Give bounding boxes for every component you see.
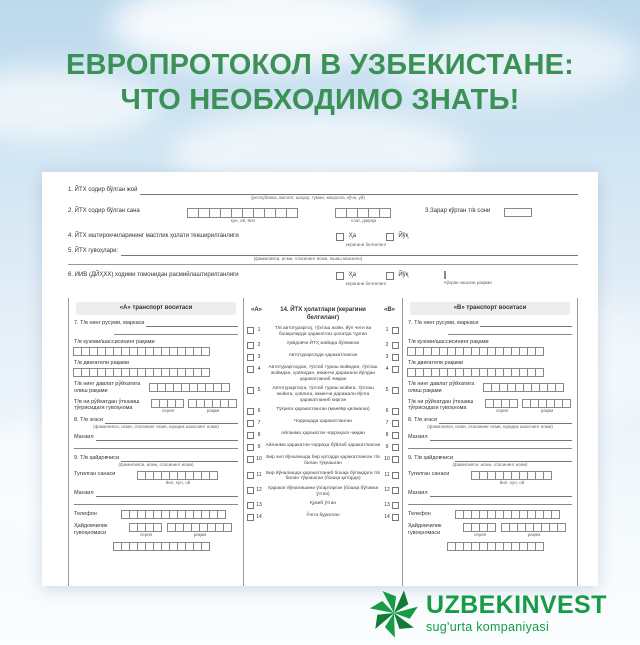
place-label: 1. ЙТХ содир бўлган жой (68, 187, 138, 193)
brand-tagline: sug'urta kompaniyasi (426, 619, 550, 634)
license-seriya-cells (464, 523, 496, 532)
situation-number-a: 12 (256, 486, 262, 493)
field-address2 (74, 490, 238, 505)
situation-row (247, 471, 399, 482)
digit-cell (535, 542, 544, 551)
address2-write-line2 (74, 499, 238, 505)
vehicle-b-column (402, 298, 578, 586)
situation-number-b: 11 (384, 471, 390, 478)
model-write-line2 (114, 329, 238, 335)
situation-number-a: 5 (257, 387, 261, 394)
address2-write-line (96, 490, 238, 497)
situation-number-b: 2 (385, 342, 389, 349)
body-number-cells (74, 347, 238, 356)
field-body-number (408, 339, 572, 356)
situation-checkbox-a (247, 354, 254, 361)
badge-number-box (444, 271, 446, 279)
address2-label: Манзил (74, 490, 94, 497)
field-driver (74, 455, 238, 468)
digit-cell (175, 399, 184, 408)
situation-number-a: 7 (257, 420, 261, 427)
situation-number-a: 14 (256, 514, 262, 521)
yes-label: Ҳа (348, 233, 357, 240)
extra-cells (448, 542, 572, 551)
digit-cell (221, 383, 230, 392)
extra-cells (114, 542, 238, 551)
situation-number-b: 7 (385, 420, 389, 427)
situation-number-b: 5 (385, 387, 389, 394)
situations-header-a: «А» (251, 307, 263, 313)
situation-row (247, 419, 399, 427)
field-address (408, 434, 572, 449)
situation-number-a: 11 (256, 471, 262, 478)
situation-checkbox-b (392, 444, 399, 451)
yes-checkbox (336, 272, 344, 280)
situation-row (247, 407, 399, 415)
situation-number-b: 12 (384, 486, 390, 493)
brand-name: UZBEKINVEST (426, 590, 607, 619)
address-write-line (430, 434, 572, 441)
yes-checkbox (336, 233, 344, 241)
situation-checkbox-a (247, 342, 254, 349)
address2-write-line2 (408, 499, 572, 505)
phone-label: Телефон (408, 511, 431, 518)
seriya-caption: серия (495, 407, 509, 413)
situations-header (247, 301, 399, 326)
address2-label: Манзил (408, 490, 428, 497)
situation-checkbox-a (247, 514, 254, 521)
situation-checkbox-a (247, 472, 254, 479)
engine-number-label: Т/в двигатели рақами (408, 359, 463, 366)
seriya-caption: серия (161, 407, 175, 413)
birth-date-label: Туғилган санаси (74, 471, 116, 478)
phone-label: Телефон (74, 511, 97, 518)
vehicle-a-header: «А» транспорт воситаси (76, 302, 236, 315)
situation-text: Ҳайдовчи ЙТҲ жойида бўлмаган (286, 341, 360, 347)
license-raqam-cells (168, 523, 232, 532)
license-label: Ҳайдовчилик гувоҳномаси (74, 523, 108, 536)
field-address (74, 434, 238, 449)
reg-cert-raqam-cells (523, 399, 571, 408)
vehicle-a-column (68, 298, 244, 586)
owner-write-line (439, 417, 572, 424)
form-row-registered (68, 272, 578, 287)
digit-cell (543, 471, 552, 480)
state-reg-cells (484, 383, 564, 392)
situation-checkbox-b (392, 366, 399, 373)
digit-cell (286, 208, 298, 218)
situation-row (247, 353, 399, 361)
situation-row (247, 341, 399, 349)
situation-text: Бир йўналишда ҳаракатланиб бошқа бўлакдаги т/в билан тўқнашган (бошқа қаторда) (266, 470, 380, 482)
yes-label: Ҳа (348, 272, 357, 279)
digit-cell (217, 510, 226, 519)
date-cells (188, 208, 298, 218)
situation-number-a: 10 (256, 456, 262, 463)
field-license (74, 523, 238, 538)
situation-checkbox-a (247, 408, 254, 415)
phone-cells (456, 510, 560, 519)
field-owner (408, 417, 572, 430)
field-model (408, 320, 572, 335)
uzbekinvest-logo-text (426, 590, 607, 634)
body-number-cells (408, 347, 572, 356)
situation-number-a: 6 (257, 408, 261, 415)
field-reg-cert (408, 399, 572, 414)
situation-checkbox-b (392, 514, 399, 521)
situation-checkbox-a (247, 487, 254, 494)
engine-number-cells (408, 368, 572, 377)
situation-checkbox-a (247, 502, 254, 509)
situation-row (247, 501, 399, 509)
reg-cert-seriya-cells (486, 399, 518, 408)
body-number-label: Т/в кузови/шассисининг рақами (74, 339, 155, 345)
situation-number-a: 2 (257, 342, 261, 349)
uzbekinvest-flower-icon (368, 587, 420, 639)
uzbekinvest-logo (368, 584, 630, 642)
field-engine-number (74, 360, 238, 377)
europrotocol-form (42, 172, 598, 586)
driver-label: 9. Т/в ҳайдовчиси (74, 454, 120, 461)
situation-row (247, 386, 399, 403)
reg-cert-seriya-cells (152, 399, 184, 408)
situation-text: Т/в автотураргоҳ, тўхташ жойи, йўл чети ва бошқаларда ҳаракатсиз ҳолатда турган (274, 326, 372, 337)
situation-row (247, 486, 399, 497)
no-checkbox (386, 233, 394, 241)
vehicle-a-fields (74, 320, 238, 551)
situation-checkbox-a (247, 432, 254, 439)
digit-cell (535, 368, 544, 377)
situation-number-b: 13 (384, 502, 390, 509)
digit-cell (228, 399, 237, 408)
field-state-reg (74, 381, 238, 395)
raqam-caption: рақам (193, 532, 207, 537)
situation-checkbox-b (392, 387, 399, 394)
address-label: Манзил (408, 433, 428, 440)
address-write-line (96, 434, 238, 441)
field-phone (408, 510, 572, 519)
situations-list (247, 326, 399, 521)
address-label: Манзил (74, 433, 94, 440)
situation-checkbox-a (247, 444, 254, 451)
engine-number-cells (74, 368, 238, 377)
digit-cell (557, 523, 566, 532)
situation-checkbox-b (392, 487, 399, 494)
witnesses-write-line (121, 249, 578, 256)
damaged-count-label: 3.Зарар кўрган т/в сони (425, 208, 491, 214)
situation-row (247, 365, 399, 382)
situation-number-b: 6 (385, 408, 389, 415)
situation-checkbox-b (392, 420, 399, 427)
field-extra-cells (408, 542, 572, 551)
driver-label: 9. Т/в ҳайдовчиси (408, 454, 454, 461)
digit-cell (201, 542, 210, 551)
witnesses-caption: (фамилияси, исми, отасининг исми, яшаш манзили) (253, 255, 363, 261)
time-caption: соат, дақиқа (350, 218, 377, 223)
situation-checkbox-a (247, 387, 254, 394)
time-cells (336, 208, 391, 218)
owner-write-line (105, 417, 238, 424)
field-owner (74, 417, 238, 430)
field-extra-cells (74, 542, 238, 551)
section-divider (68, 264, 578, 265)
situation-text: Айланма ҳаракатли чорраҳа бўйлаб ҳаракатланган (265, 443, 381, 449)
raqam-caption: рақам (527, 532, 541, 537)
situation-number-b: 14 (384, 514, 390, 521)
field-birth-date (74, 471, 238, 486)
situation-checkbox-b (392, 432, 399, 439)
digit-cell (201, 368, 210, 377)
vehicle-b-header: «В» транспорт воситаси (410, 302, 570, 315)
model-write-line (146, 320, 238, 327)
form-row-place (68, 187, 578, 200)
damaged-count-box (504, 208, 532, 217)
field-engine-number (408, 360, 572, 377)
place-write-line (140, 188, 578, 195)
address-write-line2 (74, 443, 238, 449)
situation-text: Автотураргоҳда ҳаракатланган (288, 353, 358, 359)
driver-write-line (455, 455, 572, 462)
date-caption: кун, ой, йил (230, 218, 256, 223)
situation-checkbox-b (392, 408, 399, 415)
raqam-caption: рақам (206, 407, 220, 413)
situation-row (247, 431, 399, 439)
witnesses-label: 5. ЙТХ гувоҳлари: (68, 248, 119, 254)
phone-cells (122, 510, 226, 519)
situation-text: Тўғрига ҳаракатланган (манёвр қилмаган) (276, 407, 370, 413)
situation-text: Бир хил йўналишда бир қаторда ҳаракатланган т/в билан тўқнашган (266, 455, 380, 466)
no-label: Йўқ (398, 233, 409, 240)
raqam-caption: рақам (540, 407, 554, 413)
checkbox-caption: керагини белгиланг (345, 281, 387, 287)
situation-checkbox-b (392, 327, 399, 334)
columns-section (68, 298, 578, 586)
no-checkbox (386, 272, 394, 280)
situation-checkbox-a (247, 327, 254, 334)
situation-checkbox-b (392, 472, 399, 479)
situation-checkbox-b (392, 502, 399, 509)
situation-text: Чорраҳада ҳаракатланган (293, 419, 353, 425)
reg-cert-label: Т/в ни рўйхатдан ўтказиш тўғрисидаги гувоҳнома (408, 398, 474, 412)
field-reg-cert (74, 399, 238, 414)
digit-cell (555, 383, 564, 392)
owner-caption: (фамилияси, исми, отасининг исми, юридик шахснинг номи) (93, 424, 219, 430)
field-model (74, 320, 238, 335)
digit-cell (487, 523, 496, 532)
situation-text: Автотураргоҳдан, тўхтаб туриш жойидан, тўхташ жойидан, ҳовлидан, иккинчи даражали йўлдан ҳаракатланиб чиққан (268, 365, 378, 382)
situation-number-b: 9 (385, 444, 389, 451)
situation-number-a: 1 (257, 327, 261, 333)
badge-caption: Кўкрак нишони рақами (444, 279, 492, 285)
field-body-number (74, 339, 238, 356)
situation-number-a: 9 (257, 444, 261, 451)
state-reg-cells (150, 383, 230, 392)
birth-date-caption: йил, кун, ой (499, 480, 525, 486)
situation-number-b: 3 (385, 354, 389, 361)
digit-cell (379, 208, 391, 218)
birth-date-caption: йил, кун, ой (165, 480, 191, 486)
engine-number-label: Т/в двигатели рақами (74, 359, 129, 366)
owner-label: 8. Т/в эгаси (408, 417, 438, 424)
driver-caption: (фамилияси, исми, отасининг исми) (452, 461, 528, 467)
model-write-line (480, 320, 572, 327)
page-title-line2: ЧТО НЕОБХОДИМО ЗНАТЬ! (120, 84, 520, 117)
checkbox-caption: керагини белгиланг (345, 242, 387, 248)
field-license (408, 523, 572, 538)
field-phone (74, 510, 238, 519)
situation-number-a: 8 (257, 432, 261, 439)
situation-text: Автотураргоҳга, тўхтаб туриш жойига, тўхташ жойига, ҳовлига, иккинчи даражали йўлга ҳаракатланиб кирган (272, 386, 374, 403)
reg-cert-label: Т/в ни рўйхатдан ўтказиш тўғрисидаги гувоҳнома (74, 398, 140, 412)
form-row-intoxication (68, 233, 578, 248)
digit-cell (201, 347, 210, 356)
owner-label: 8. Т/в эгаси (74, 417, 104, 424)
field-address2 (408, 490, 572, 505)
body-number-label: Т/в кузови/шассисининг рақами (408, 339, 489, 345)
digit-cell (551, 510, 560, 519)
intoxication-label: 4. ЙТХ иштирокчиларининг мастлик ҳолати текширилганлиги (68, 233, 239, 239)
reg-cert-raqam-cells (189, 399, 237, 408)
situation-checkbox-b (392, 456, 399, 463)
field-state-reg (408, 381, 572, 395)
situation-number-a: 4 (257, 366, 261, 373)
driver-write-line (121, 455, 238, 462)
birth-date-label: Туғилган санаси (408, 471, 450, 478)
place-caption: (республика, вилоят, шаҳар, туман, маҳалла, кўча, уй) (251, 194, 365, 200)
situation-text: Ўнгга бурилган (306, 513, 340, 519)
address2-write-line (430, 490, 572, 497)
seriya-caption: серия (139, 532, 153, 537)
situation-number-b: 10 (384, 456, 390, 463)
driver-caption: (фамилияси, исми, отасининг исми) (118, 461, 194, 467)
situation-checkbox-a (247, 420, 254, 427)
situation-checkbox-a (247, 366, 254, 373)
situation-number-b: 1 (385, 327, 389, 333)
digit-cell (223, 523, 232, 532)
digit-cell (562, 399, 571, 408)
page-title-line1: ЕВРОПРОТОКОЛ В УЗБЕКИСТАНЕ: (66, 49, 574, 81)
situations-column (244, 298, 402, 586)
situation-checkbox-b (392, 342, 399, 349)
registered-label: 6. ИИВ (ДЙҲХХ) ходими томонидан расмийлаштирилганлиги (68, 272, 239, 278)
form-row-witnesses (68, 248, 578, 261)
situation-text: Айланма ҳаракатли чорраҳага чиққан (281, 431, 365, 437)
situation-row (247, 326, 399, 337)
state-reg-label: Т/в нинг давлат рўйхатига олиш рақами (74, 380, 141, 394)
situation-row (247, 513, 399, 521)
license-seriya-cells (130, 523, 162, 532)
situation-row (247, 443, 399, 451)
page-title (0, 48, 640, 119)
license-raqam-cells (502, 523, 566, 532)
situations-header-b: «В» (383, 307, 395, 313)
field-birth-date (408, 471, 572, 486)
situation-text: Ҳаракат йўналишини ўзгартирган (бошқа бўлакка ўтган) (267, 485, 379, 497)
model-write-line2 (448, 329, 572, 335)
digit-cell (535, 347, 544, 356)
seriya-caption: серия (473, 532, 487, 537)
field-driver (408, 455, 572, 468)
situation-number-b: 4 (385, 366, 389, 373)
state-reg-label: Т/в нинг давлат рўйхатига олиш рақами (408, 380, 475, 394)
situation-number-a: 3 (257, 354, 261, 361)
license-label: Ҳайдовчилик гувоҳномаси (408, 523, 442, 536)
date-label: 2. ЙТХ содир бўлган сана (68, 208, 140, 214)
model-label: 7. Т/в нинг русуми, маркаси (74, 320, 145, 327)
situation-row (247, 455, 399, 466)
owner-caption: (фамилияси, исми, отасининг исми, юридик шахснинг номи) (427, 424, 553, 430)
vehicle-b-fields (408, 320, 572, 551)
form-row-date (68, 208, 578, 224)
digit-cell (209, 471, 218, 480)
address-write-line2 (408, 443, 572, 449)
situation-checkbox-a (247, 456, 254, 463)
situation-number-a: 13 (256, 502, 262, 509)
situation-checkbox-b (392, 354, 399, 361)
no-label: Йўқ (398, 272, 409, 279)
situations-header-title: 14. ЙТХ ҳолатлари (керагини белгиланг) (280, 307, 366, 321)
model-label: 7. Т/в нинг русуми, маркаси (408, 320, 479, 327)
digit-cell (153, 523, 162, 532)
situation-text: Қувиб ўтган (309, 501, 337, 507)
situation-number-b: 8 (385, 432, 389, 439)
digit-cell (509, 399, 518, 408)
